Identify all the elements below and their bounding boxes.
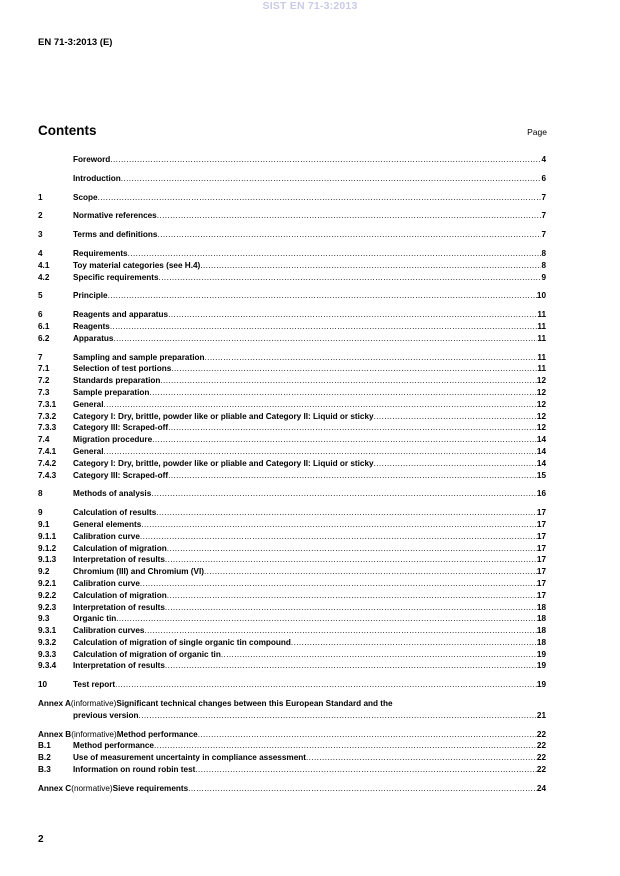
toc-group bbox=[38, 507, 546, 672]
toc-entry-number: 7.3 bbox=[38, 387, 50, 397]
toc-entry-number: 1 bbox=[38, 192, 43, 202]
toc-entry-number: 9.3.3 bbox=[38, 649, 57, 659]
dot-leader bbox=[200, 260, 541, 272]
toc-entry-title: Information on round robin test bbox=[73, 765, 196, 775]
toc-group bbox=[38, 229, 546, 241]
toc-entry-title: Foreword bbox=[73, 155, 111, 164]
toc-entry-title: Reagents and apparatus bbox=[73, 310, 169, 320]
toc-entry-number: 5 bbox=[38, 291, 43, 301]
toc-entry[interactable] bbox=[38, 613, 546, 625]
toc-group bbox=[38, 309, 546, 344]
toc-entry-page: 17 bbox=[536, 590, 546, 600]
toc-entry-title: Selection of test portions bbox=[73, 364, 172, 374]
annex-title-continued: previous version bbox=[73, 710, 139, 720]
toc-entry-title: Use of measurement uncertainty in compliance assessment bbox=[73, 753, 306, 763]
toc-entry-page: 16 bbox=[536, 489, 546, 499]
toc-group bbox=[38, 352, 546, 482]
toc-entry-page: 14 bbox=[536, 435, 546, 445]
toc-group bbox=[38, 679, 546, 691]
document-id-header: EN 71-3:2013 (E) bbox=[38, 37, 113, 48]
toc-entry-page: 7 bbox=[541, 230, 546, 240]
toc-entry-number: 6 bbox=[38, 310, 43, 320]
toc-entry-number: 7.1 bbox=[38, 364, 50, 374]
toc-entry[interactable] bbox=[38, 531, 546, 543]
toc-entry[interactable] bbox=[38, 637, 546, 649]
toc-entry-page: 22 bbox=[536, 765, 546, 775]
annex-heading[interactable] bbox=[38, 783, 546, 795]
annex-label: Annex A bbox=[38, 699, 71, 709]
annex-heading[interactable] bbox=[38, 729, 546, 741]
toc-entry-page: 17 bbox=[536, 578, 546, 588]
toc-entry[interactable] bbox=[38, 740, 546, 752]
toc-entry-title: Methods of analysis bbox=[73, 489, 152, 499]
toc-entry-title: Calculation of migration bbox=[73, 590, 167, 600]
toc-entry-page: 17 bbox=[536, 519, 546, 529]
toc-entry-title: General bbox=[73, 446, 104, 456]
dot-leader bbox=[188, 783, 537, 795]
dot-leader bbox=[110, 154, 541, 166]
toc-entry-number: 7.4 bbox=[38, 435, 50, 445]
toc-group bbox=[38, 210, 546, 222]
toc-entry-number: 9.2.1 bbox=[38, 578, 57, 588]
dot-leader bbox=[152, 434, 537, 446]
toc-entry[interactable] bbox=[38, 210, 546, 222]
annex-group bbox=[38, 729, 546, 776]
dot-leader bbox=[195, 764, 537, 776]
contents-heading: Contents bbox=[38, 123, 97, 138]
dot-leader bbox=[139, 710, 537, 722]
toc-entry-number: 3 bbox=[38, 230, 43, 240]
toc-entry-title: Category III: Scraped-off bbox=[73, 470, 169, 480]
toc-entry-page: 12 bbox=[536, 423, 546, 433]
dot-leader bbox=[171, 363, 537, 375]
toc-entry-number: 9.3.2 bbox=[38, 637, 57, 647]
toc-entry-title: Toy material categories (see H.4) bbox=[73, 260, 201, 270]
toc-entry-number: 2 bbox=[38, 211, 43, 221]
annex-group bbox=[38, 783, 546, 795]
toc-entry-page: 17 bbox=[536, 543, 546, 553]
toc-entry[interactable] bbox=[38, 679, 546, 691]
dot-leader bbox=[221, 649, 537, 661]
dot-leader bbox=[204, 566, 537, 578]
toc-entry-page: 12 bbox=[536, 387, 546, 397]
toc-entry-number: 4.1 bbox=[38, 260, 50, 270]
toc-entry-title: General bbox=[73, 399, 104, 409]
toc-entry[interactable] bbox=[38, 352, 546, 364]
dot-leader bbox=[204, 352, 537, 364]
toc-entry-title: Calculation of migration bbox=[73, 543, 167, 553]
toc-entry-page: 14 bbox=[536, 458, 546, 468]
toc-entry-title: Test report bbox=[73, 680, 116, 690]
dot-leader bbox=[168, 470, 537, 482]
toc-entry-page: 17 bbox=[536, 531, 546, 541]
toc-entry-title: Reagents bbox=[73, 321, 110, 331]
toc-entry-title: Category I: Dry, brittle, powder like or pliable and Category II: Liquid or sticky bbox=[73, 411, 374, 421]
toc-entry-number: 9.3.4 bbox=[38, 661, 57, 671]
toc-entry-title: Calibration curves bbox=[73, 626, 145, 636]
toc-entry-title: Chromium (III) and Chromium (VI) bbox=[73, 567, 204, 577]
toc-entry-page: 17 bbox=[536, 555, 546, 565]
toc-entry[interactable] bbox=[38, 488, 546, 500]
dot-leader bbox=[165, 660, 537, 672]
dot-leader bbox=[374, 411, 537, 423]
toc-group bbox=[38, 290, 546, 302]
toc-entry-number: 6.1 bbox=[38, 321, 50, 331]
toc-entry-page: 7 bbox=[541, 192, 546, 202]
dot-leader bbox=[104, 399, 537, 411]
toc-entry[interactable] bbox=[38, 321, 546, 333]
toc-entry-number: 4.2 bbox=[38, 272, 50, 282]
dot-leader bbox=[104, 446, 537, 458]
toc-entry[interactable] bbox=[38, 173, 546, 185]
toc-entry-title: Calculation of migration of single organic tin compound bbox=[73, 637, 291, 647]
toc-entry-title: Apparatus bbox=[73, 333, 114, 343]
toc-entry[interactable] bbox=[38, 578, 546, 590]
toc-entry-page: 19 bbox=[536, 649, 546, 659]
toc-entry[interactable] bbox=[38, 649, 546, 661]
toc-group bbox=[38, 248, 546, 283]
toc-entry[interactable] bbox=[38, 554, 546, 566]
toc-entry[interactable] bbox=[38, 752, 546, 764]
toc-entry-page: 22 bbox=[536, 741, 546, 751]
toc-entry-page: 18 bbox=[536, 637, 546, 647]
toc-entry-page: 11 bbox=[537, 352, 546, 362]
toc-group bbox=[38, 173, 546, 185]
dot-leader bbox=[151, 488, 537, 500]
dot-leader bbox=[121, 173, 542, 185]
dot-leader bbox=[154, 740, 537, 752]
toc-entry-title: Terms and definitions bbox=[73, 230, 158, 240]
toc-entry[interactable] bbox=[38, 229, 546, 241]
toc-entry[interactable] bbox=[38, 458, 546, 470]
toc-entry-title: General elements bbox=[73, 519, 142, 529]
annex-heading[interactable] bbox=[38, 698, 546, 710]
toc-entry-title: Scope bbox=[73, 192, 98, 202]
toc-entry-title: Interpretation of results bbox=[73, 602, 165, 612]
annex-qualifier: (normative) bbox=[71, 783, 113, 793]
toc-entry-number: B.3 bbox=[38, 765, 51, 775]
toc-entry[interactable] bbox=[38, 602, 546, 614]
dot-leader bbox=[167, 543, 537, 555]
toc-entry-number: 9.3 bbox=[38, 614, 50, 624]
toc-entry[interactable] bbox=[38, 519, 546, 531]
toc-entry-title: Introduction bbox=[73, 173, 121, 183]
toc-entry[interactable] bbox=[38, 375, 546, 387]
toc-entry[interactable] bbox=[38, 625, 546, 637]
annex-title: Sieve requirements bbox=[112, 783, 189, 793]
toc-entry[interactable] bbox=[38, 543, 546, 555]
dot-leader bbox=[160, 375, 537, 387]
toc-entry-number: 10 bbox=[38, 680, 48, 690]
toc-entry-title: Specific requirements bbox=[73, 272, 159, 282]
dot-leader bbox=[168, 422, 537, 434]
annex-qualifier: (informative) bbox=[71, 729, 117, 739]
toc-entry[interactable] bbox=[38, 422, 546, 434]
toc-entry-page: 7 bbox=[541, 211, 546, 221]
toc-entry-page: 4 bbox=[541, 155, 546, 164]
dot-leader bbox=[116, 613, 537, 625]
toc-entry-number: 7.3.1 bbox=[38, 399, 57, 409]
toc-entry[interactable] bbox=[38, 363, 546, 375]
toc-entry[interactable] bbox=[38, 411, 546, 423]
dot-leader bbox=[115, 679, 537, 691]
page-column-label: Page bbox=[527, 127, 547, 137]
toc-entry-number: 7.4.2 bbox=[38, 458, 57, 468]
toc-entry[interactable] bbox=[38, 590, 546, 602]
toc-entry-number: B.1 bbox=[38, 741, 51, 751]
dot-leader bbox=[306, 752, 537, 764]
toc-entry-number: 7.2 bbox=[38, 376, 50, 386]
toc-entry-title: Interpretation of results bbox=[73, 661, 165, 671]
toc-entry-number: 8 bbox=[38, 489, 43, 499]
toc-entry-title: Calibration curve bbox=[73, 531, 140, 541]
toc-entry-title: Migration procedure bbox=[73, 435, 153, 445]
toc-entry-title: Category III: Scraped-off bbox=[73, 423, 169, 433]
toc-entry-number: 9.3.1 bbox=[38, 626, 57, 636]
toc-group bbox=[38, 192, 546, 204]
toc-entry-page: 12 bbox=[536, 399, 546, 409]
toc-entry-number: 7 bbox=[38, 352, 43, 362]
toc-group bbox=[38, 488, 546, 500]
annex-group bbox=[38, 698, 546, 722]
toc-entry-title: Principle bbox=[73, 291, 108, 301]
dot-leader bbox=[114, 333, 538, 345]
toc-entry-page: 19 bbox=[536, 661, 546, 671]
toc-entry-page: 10 bbox=[536, 291, 546, 301]
toc-entry-page: 11 bbox=[537, 321, 546, 331]
toc-entry-number: 9.1 bbox=[38, 519, 50, 529]
toc-entry[interactable] bbox=[38, 248, 546, 260]
dot-leader bbox=[140, 578, 537, 590]
dot-leader bbox=[141, 519, 537, 531]
toc-entry[interactable] bbox=[38, 507, 546, 519]
toc-entry-page: 12 bbox=[536, 376, 546, 386]
toc-entry-title: Category I: Dry, brittle, powder like or pliable and Category II: Liquid or sticky bbox=[73, 458, 374, 468]
toc-entry-title: Calculation of results bbox=[73, 508, 157, 518]
toc-entry-number: 9.2.3 bbox=[38, 602, 57, 612]
toc-entry[interactable] bbox=[38, 764, 546, 776]
toc-entry-title: Organic tin bbox=[73, 614, 117, 624]
toc-entry-number: 7.3.3 bbox=[38, 423, 57, 433]
toc-entry-number: 7.4.3 bbox=[38, 470, 57, 480]
toc-entry-page: 17 bbox=[536, 567, 546, 577]
dot-leader bbox=[198, 729, 537, 741]
toc-entry-title: Calculation of migration of organic tin bbox=[73, 649, 221, 659]
toc-entry[interactable] bbox=[38, 470, 546, 482]
toc-entry-number: 9 bbox=[38, 508, 43, 518]
toc-entry-number: 7.3.2 bbox=[38, 411, 57, 421]
toc-entry-page: 18 bbox=[536, 602, 546, 612]
dot-leader bbox=[110, 321, 537, 333]
dot-leader bbox=[98, 192, 542, 204]
dot-leader bbox=[108, 290, 537, 302]
toc-entry-page: 18 bbox=[536, 614, 546, 624]
dot-leader bbox=[168, 309, 537, 321]
toc-entry[interactable] bbox=[38, 566, 546, 578]
toc-entry-title: Interpretation of results bbox=[73, 555, 165, 565]
toc-group bbox=[38, 154, 546, 166]
toc-entry[interactable] bbox=[38, 309, 546, 321]
dot-leader bbox=[144, 625, 536, 637]
toc-entry-title: Calibration curve bbox=[73, 578, 140, 588]
toc-entry-page: 9 bbox=[541, 272, 546, 282]
annex-page: 21 bbox=[536, 710, 546, 720]
annex-heading-continuation[interactable] bbox=[38, 710, 546, 722]
toc-entry[interactable] bbox=[38, 192, 546, 204]
toc-entry-page: 11 bbox=[537, 333, 546, 343]
watermark: SIST EN 71-3:2013 bbox=[262, 0, 358, 12]
annex-qualifier: (informative) bbox=[70, 699, 117, 709]
toc-entry[interactable] bbox=[38, 387, 546, 399]
dot-leader bbox=[140, 531, 537, 543]
toc-entry-number: 9.1.3 bbox=[38, 555, 57, 565]
toc-entry-title: Requirements bbox=[73, 248, 128, 258]
page-number: 2 bbox=[38, 834, 44, 845]
annex-page: 24 bbox=[536, 783, 546, 793]
table-of-contents bbox=[38, 154, 546, 795]
dot-leader bbox=[159, 272, 542, 284]
toc-entry[interactable] bbox=[38, 660, 546, 672]
dot-leader bbox=[128, 248, 542, 260]
toc-entry[interactable] bbox=[38, 260, 546, 272]
toc-entry-number: 4 bbox=[38, 248, 43, 258]
dot-leader bbox=[157, 210, 542, 222]
toc-entry[interactable] bbox=[38, 154, 546, 166]
toc-entry-page: 11 bbox=[537, 364, 546, 374]
toc-entry-page: 8 bbox=[541, 248, 546, 258]
toc-entry-page: 15 bbox=[536, 470, 546, 480]
dot-leader bbox=[374, 458, 537, 470]
annex-title: Significant technical changes between this European Standard and the bbox=[116, 699, 393, 709]
toc-entry-number: 9.1.1 bbox=[38, 531, 57, 541]
annex-page: 22 bbox=[536, 729, 546, 739]
toc-entry-page: 11 bbox=[537, 310, 546, 320]
toc-entry[interactable] bbox=[38, 272, 546, 284]
dot-leader bbox=[167, 590, 537, 602]
toc-entry-page: 14 bbox=[536, 446, 546, 456]
annex-title: Method performance bbox=[116, 729, 198, 739]
dot-leader bbox=[291, 637, 537, 649]
toc-entry-page: 17 bbox=[536, 508, 546, 518]
annex-label: Annex C bbox=[38, 783, 72, 793]
toc-entry-page: 22 bbox=[536, 753, 546, 763]
toc-entry[interactable] bbox=[38, 399, 546, 411]
toc-entry-number: 9.1.2 bbox=[38, 543, 57, 553]
toc-entry-title: Sample preparation bbox=[73, 387, 150, 397]
toc-entry-title: Standards preparation bbox=[73, 376, 161, 386]
toc-entry-number: 6.2 bbox=[38, 333, 50, 343]
dot-leader bbox=[149, 387, 536, 399]
toc-entry[interactable] bbox=[38, 290, 546, 302]
dot-leader bbox=[157, 229, 541, 241]
toc-entry-page: 8 bbox=[541, 260, 546, 270]
toc-entry-number: B.2 bbox=[38, 753, 51, 763]
toc-entry-page: 19 bbox=[536, 680, 546, 690]
toc-entry-page: 18 bbox=[536, 626, 546, 636]
toc-entry-page: 12 bbox=[536, 411, 546, 421]
dot-leader bbox=[165, 554, 537, 566]
toc-entry-number: 9.2.2 bbox=[38, 590, 57, 600]
toc-entry-title: Sampling and sample preparation bbox=[73, 352, 205, 362]
toc-entry-number: 7.4.1 bbox=[38, 446, 57, 456]
toc-entry-number: 9.2 bbox=[38, 567, 50, 577]
toc-entry[interactable] bbox=[38, 434, 546, 446]
toc-entry-page: 6 bbox=[541, 173, 546, 183]
dot-leader bbox=[165, 602, 537, 614]
toc-entry-title: Normative references bbox=[73, 211, 157, 221]
toc-entry-title: Method performance bbox=[73, 741, 154, 751]
dot-leader bbox=[156, 507, 537, 519]
toc-entry[interactable] bbox=[38, 333, 546, 345]
toc-entry[interactable] bbox=[38, 446, 546, 458]
annex-label: Annex B bbox=[38, 729, 72, 739]
